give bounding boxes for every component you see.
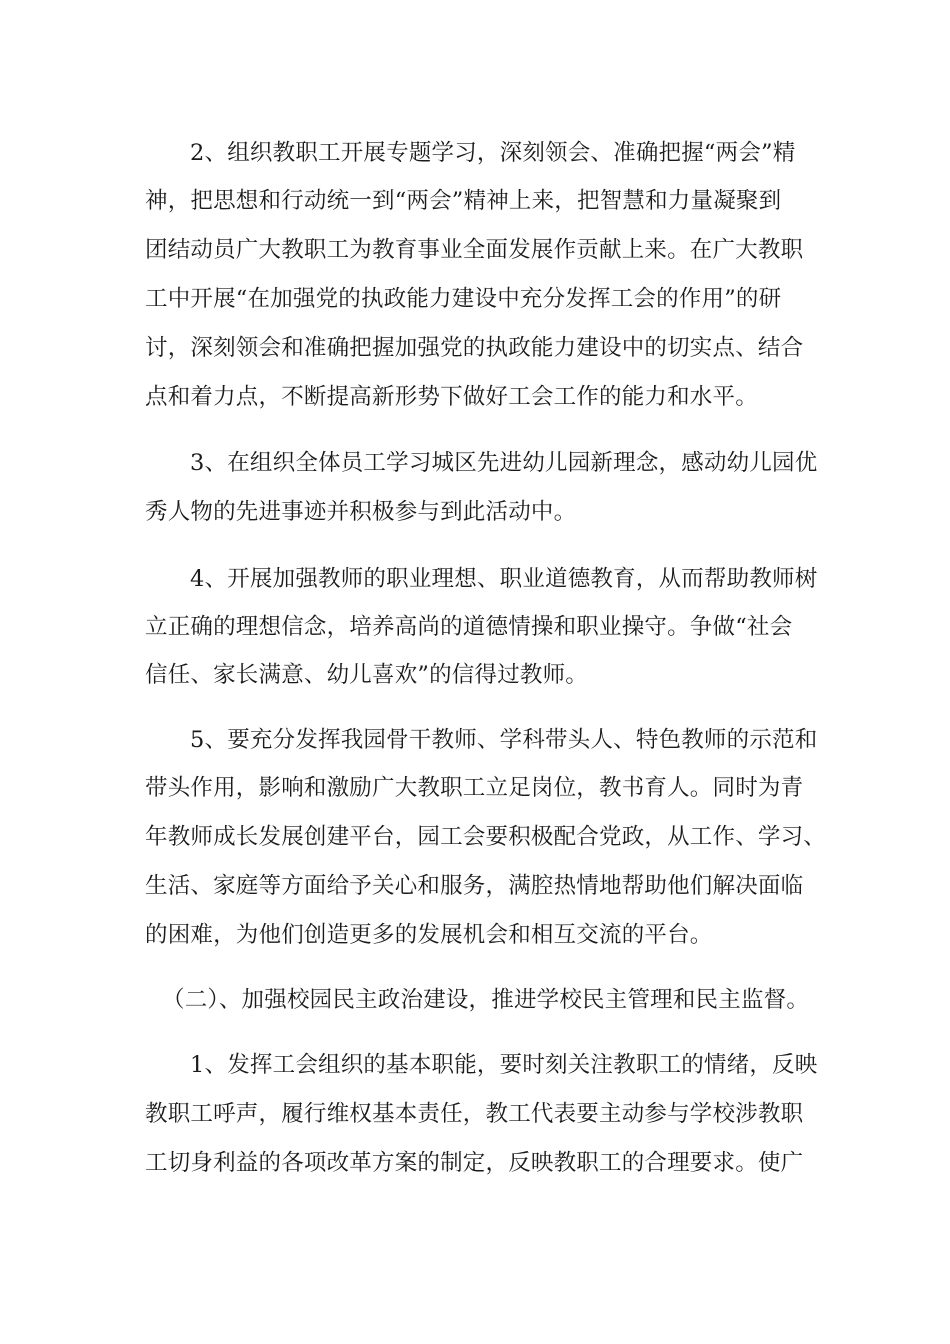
paragraph-line: 年教师成长发展创建平台，园工会要积极配合党政，从工作、学习、 bbox=[145, 824, 827, 850]
paragraph-line: 2、组织教职工开展专题学习，深刻领会、准确把握“两会”精 bbox=[190, 140, 796, 166]
paragraph-line: 3、在组织全体员工学习城区先进幼儿园新理念，感动幼儿园优 bbox=[190, 450, 818, 476]
paragraph-line: 信任、家长满意、幼儿喜欢”的信得过教师。 bbox=[145, 662, 589, 688]
paragraph-line: 讨，深刻领会和准确把握加强党的执政能力建设中的切实点、结合 bbox=[145, 335, 804, 361]
paragraph-line: 带头作用，影响和激励广大教职工立足岗位，教书育人。同时为青 bbox=[145, 775, 804, 801]
paragraph-line: 5、要充分发挥我园骨干教师、学科带头人、特色教师的示范和 bbox=[190, 727, 818, 753]
paragraph-line: 团结动员广大教职工为教育事业全面发展作贡献上来。在广大教职 bbox=[145, 237, 804, 263]
paragraph-line: 秀人物的先进事迹并积极参与到此活动中。 bbox=[145, 499, 577, 525]
paragraph-line: 神，把思想和行动统一到“两会”精神上来，把智慧和力量凝聚到 bbox=[145, 188, 782, 214]
paragraph-line: 教职工呼声，履行维权基本责任，教工代表要主动参与学校涉教职 bbox=[145, 1101, 804, 1127]
paragraph-line: 点和着力点，不断提高新形势下做好工会工作的能力和水平。 bbox=[145, 384, 758, 410]
paragraph-line: 生活、家庭等方面给予关心和服务，满腔热情地帮助他们解决面临 bbox=[145, 873, 804, 899]
paragraph-line: 4、开展加强教师的职业理想、职业道德教育，从而帮助教师树 bbox=[190, 566, 818, 592]
paragraph-line: 工中开展“在加强党的执政能力建设中充分发挥工会的作用”的研 bbox=[145, 286, 782, 312]
paragraph-line: 的困难，为他们创造更多的发展机会和相互交流的平台。 bbox=[145, 922, 713, 948]
paragraph-line: 立正确的理想信念，培养高尚的道德情操和职业操守。争做“社会 bbox=[145, 614, 793, 640]
paragraph-line: 工切身利益的各项改革方案的制定，反映教职工的合理要求。使广 bbox=[145, 1150, 804, 1176]
section-heading-line: （二）、加强校园民主政治建设，推进学校民主管理和民主监督。 bbox=[162, 987, 810, 1013]
paragraph-line: 1、发挥工会组织的基本职能，要时刻关注教职工的情绪，反映 bbox=[190, 1052, 818, 1078]
